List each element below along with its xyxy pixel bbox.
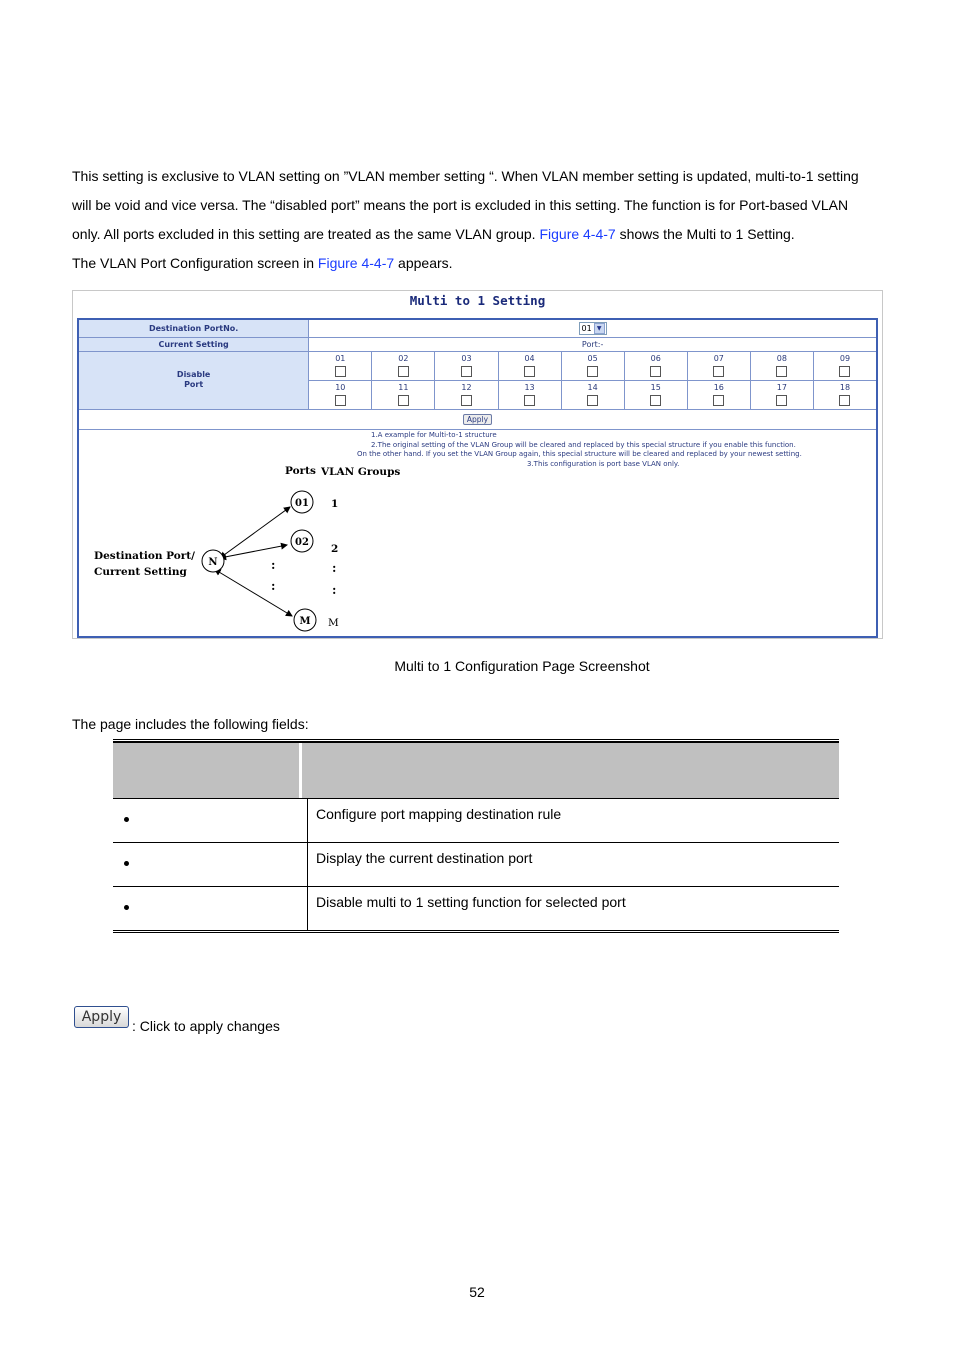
- table-row: [113, 886, 839, 930]
- screenshot-apply-button[interactable]: Apply: [463, 414, 492, 425]
- group-label-1: 1: [331, 498, 339, 510]
- port-cell: 08: [750, 351, 813, 380]
- ports-heading: Ports: [285, 465, 316, 477]
- current-setting-value: Port:-: [309, 337, 877, 351]
- screenshot-title: Multi to 1 Setting: [409, 293, 546, 308]
- fields-intro: The page includes the following fields:: [72, 716, 309, 732]
- fields-table-header: [113, 742, 839, 798]
- bullet-icon: [124, 861, 129, 866]
- port-cell: 15: [624, 380, 687, 409]
- svg-text:N: N: [208, 557, 218, 568]
- field-description: Disable multi to 1 setting function for selected port: [316, 894, 626, 910]
- group-label-m: M: [328, 617, 339, 629]
- svg-text::: :: [332, 583, 337, 597]
- destination-port-select[interactable]: 01 ▼: [579, 322, 607, 335]
- port-cell: 16: [687, 380, 750, 409]
- intro-line-1: This setting is exclusive to VLAN setting on ”VLAN member setting “. When VLAN member setting is updated, multi-to-1 setting: [72, 168, 859, 184]
- port-cell: 13: [498, 380, 561, 409]
- port-cell: 05: [561, 351, 624, 380]
- arrow-to-02: [225, 545, 287, 557]
- port-cell: 04: [498, 351, 561, 380]
- multi-to-1-screenshot: [72, 290, 883, 639]
- figure-link[interactable]: Figure 4-4-7: [539, 226, 616, 242]
- apply-button[interactable]: Apply: [74, 1006, 129, 1028]
- port-cell: 02: [372, 351, 435, 380]
- table-row: [113, 842, 839, 886]
- port-cell: 03: [435, 351, 498, 380]
- field-description: Display the current destination port: [316, 850, 533, 866]
- figure-link-2[interactable]: Figure 4-4-7: [317, 255, 395, 271]
- port-cell: 14: [561, 380, 624, 409]
- svg-text:M: M: [299, 616, 311, 627]
- source-label-2: Current Setting: [94, 566, 187, 578]
- apply-description: : Click to apply changes: [132, 1018, 280, 1034]
- bullet-icon: [124, 905, 129, 910]
- arrow-to-01: [224, 507, 290, 555]
- port-cell: 18: [813, 380, 877, 409]
- field-description: Configure port mapping destination rule: [316, 806, 562, 822]
- svg-text::: :: [332, 561, 337, 575]
- intro-line-4: The VLAN Port Configuration screen in Figure 4-4-7 appears.: [72, 255, 453, 271]
- disable-port-label: Disable Port: [78, 351, 309, 409]
- svg-text:02: 02: [295, 537, 309, 548]
- page-number: 52: [469, 1284, 485, 1300]
- destination-port-label: Destination PortNo.: [78, 319, 309, 337]
- port-cell: 06: [624, 351, 687, 380]
- arrow-to-m: [219, 572, 292, 616]
- intro-line-3: only. All ports excluded in this setting are treated as the same VLAN group. Figure 4-4-7 shows the Multi to 1 Setting.: [72, 226, 795, 242]
- multi-to-1-diagram: [73, 291, 882, 638]
- port-cell: 01: [309, 351, 372, 380]
- port-cell: 12: [435, 380, 498, 409]
- port-cell: 17: [750, 380, 813, 409]
- port-cell: 11: [372, 380, 435, 409]
- source-label-1: Destination Port/: [94, 550, 195, 562]
- svg-text::: :: [271, 558, 276, 572]
- bullet-icon: [124, 817, 129, 822]
- figure-caption: Multi to 1 Configuration Page Screenshot: [394, 658, 650, 674]
- svg-text::: :: [271, 579, 276, 593]
- fields-table: [113, 739, 839, 933]
- group-label-2: 2: [331, 543, 339, 555]
- intro-line-2: will be void and vice versa. The “disabled port” means the port is excluded in this setting. The function is for Port-based VLAN: [72, 197, 849, 213]
- notes: 1.A example for Multi-to-1 structure 2.The original setting of the VLAN Group will be cleared and replaced by this special structure if you enable this function. On the other hand. If you set the VLAN Group again, this special structure will be cleared and replaced by your newest setting. 3.This configuration is port base VLAN only.: [357, 431, 802, 468]
- svg-text:01: 01: [295, 498, 309, 509]
- vlan-groups-heading: VLAN Groups: [321, 466, 401, 478]
- port-cell: 10: [309, 380, 372, 409]
- port-cell: 09: [813, 351, 877, 380]
- port-cell: 07: [687, 351, 750, 380]
- table-row: [113, 798, 839, 842]
- chevron-down-icon: ▼: [594, 323, 605, 334]
- current-setting-label: Current Setting: [78, 337, 309, 351]
